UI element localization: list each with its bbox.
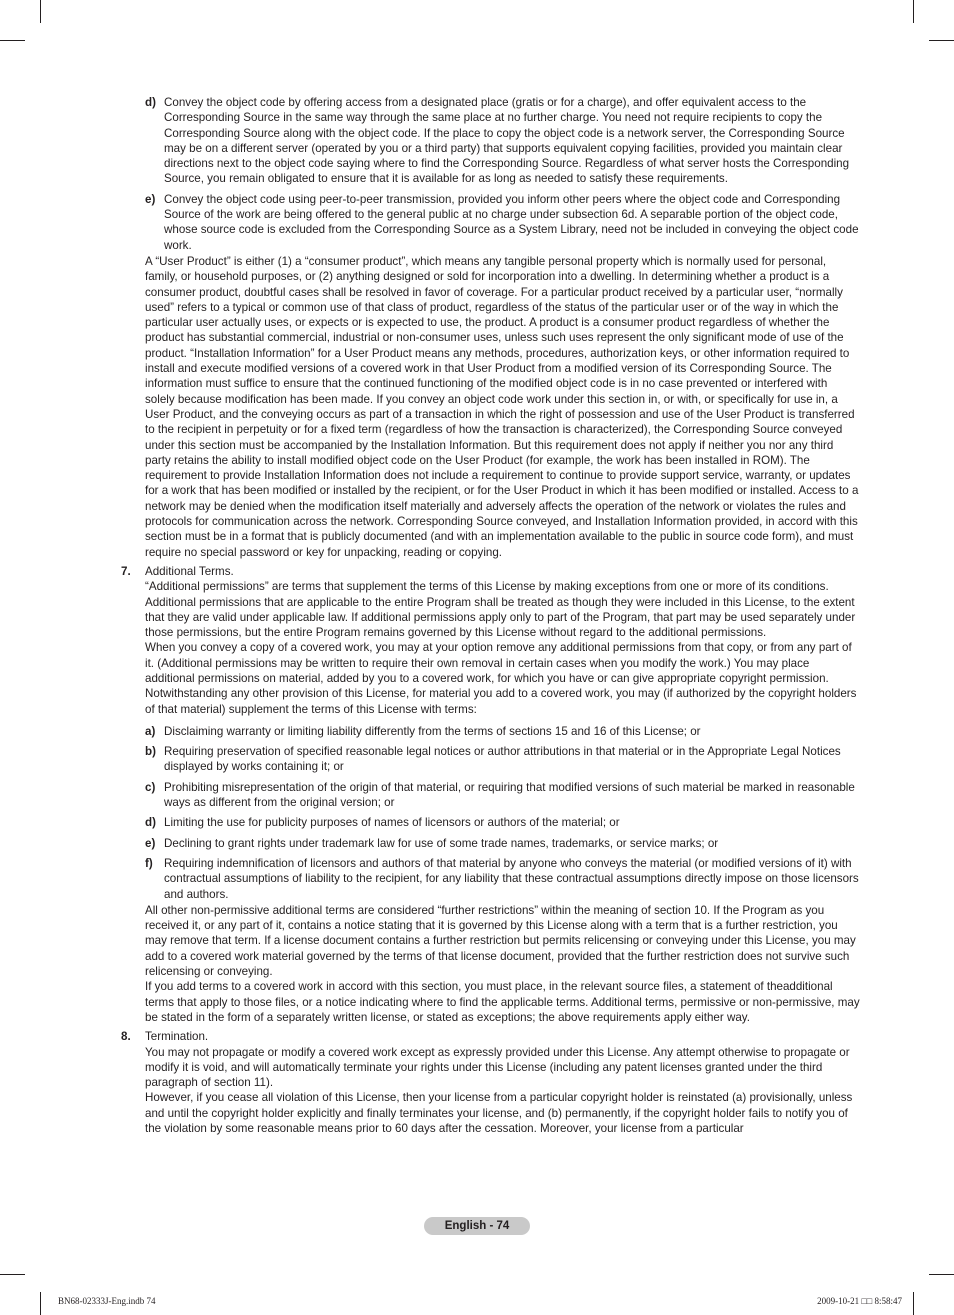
subitem-label: d) — [145, 96, 156, 109]
print-slug-timestamp: 2009-10-21 □□ 8:58:47 — [817, 1296, 902, 1306]
section-7 — [118, 564, 860, 717]
crop-mark-bottom-right — [913, 1292, 914, 1315]
section7-item-d — [118, 815, 860, 830]
item-text: Limiting the use for publicity purposes of names of licensors or authors of the material; or — [164, 816, 620, 830]
section-8 — [118, 1029, 860, 1136]
item-text: Disclaiming warranty or limiting liability differently from the terms of sections 15 and 16 of this License; or — [164, 724, 701, 738]
crop-mark-top-left — [40, 0, 41, 23]
section-title: Additional Terms. — [145, 564, 234, 578]
item-text: Requiring preservation of specified reasonable legal notices or author attributions in that material or in the Appropriate Legal Notices displayed by works containing it; or — [164, 745, 841, 774]
section-paragraph: When you convey a copy of a covered work, you may at your option remove any additional permissions from that copy, or from any part of it. (Additional permissions may be written to require their own removal in certain cases when you modify the work.) You may place additional permissions on material, added by you to a covered work, for which you have or can give appropriate copyright permission. Notwithstanding any other provision of this License, for material you add to a covered work, you may (if authorized by the copyright holders of that material) supplement the terms of this License with terms: — [145, 641, 857, 716]
intro-subitem-d — [118, 95, 860, 187]
section-paragraph: However, if you cease all violation of this License, then your license from a particular copyright holder is reinstated (a) provisionally, unless and until the copyright holder explicitly and finally terminates your license, and (b) permanently, if the copyright holder fails to notify you of the violation by some reasonable means prior to 60 days after the cessation. Moreover, your license from a particular — [145, 1091, 853, 1135]
crop-mark-bottom-right-h — [929, 1274, 954, 1275]
section7-paragraph-placing-terms: If you add terms to a covered work in accord with this section, you must place, in the relevant source files, a statement of theadditional terms that apply to those files, or a notice indicating where to find the applicable terms. Additional terms, permissive or non-permissive, may be stated in the form of a separately written license, or stated as exceptions; the above requirements apply either way. — [145, 980, 860, 1024]
intro-subitem-e — [118, 192, 860, 253]
item-label: a) — [145, 724, 156, 738]
item-text: Requiring indemnification of licensors and authors of that material by anyone who conveys the material (or modified versions of it) with contractual assumptions of liability to the recipient, for any liability that these contractual assumptions directly impose on those licensors and authors. — [164, 856, 859, 901]
item-label: c) — [145, 780, 156, 794]
section-title: Termination. — [145, 1030, 209, 1044]
crop-mark-bottom-left-h — [0, 1274, 25, 1275]
item-text: Prohibiting misrepresentation of the origin of that material, or requiring that modified versions of such material be marked in reasonable ways as different from the original version; or — [164, 780, 855, 810]
subitem-label: e) — [145, 192, 156, 206]
item-label: b) — [145, 745, 156, 759]
user-product-paragraph: A “User Product” is either (1) a “consumer product”, which means any tangible personal property which is normally used for personal, family, or household purposes, or (2) anything designed or sold for incorporation into a dwelling. In determining whether a product is a consumer product, doubtful cases shall be resolved in favor of coverage. For a particular product received by a particular user, “normally used” refers to a typical or common use of that class of product, regardless of the status of the particular user or of the way in which the particular user actually uses, or expects or is expected to use, the product. A product is a consumer product regardless of whether the product has substantial commercial, industrial or non-consumer uses, unless such uses represent the only significant mode of use of the product. “Installation Information” for a User Product means any methods, procedures, authorization keys, or other information required to install and execute modified versions of a covered work in that User Product from a modified version of its Corresponding Source. The information must suffice to ensure that the continued functioning of the modified object code is in no case prevented or interfered with solely because modification has been made. If you convey an object code work under this section in, or with, or specifically for use in, a User Product, and the conveying occurs as part of a transaction in which the right of possession and use of the User Product is transferred to the recipient in perpetuity or for a fixed term (regardless of how the transaction is characterized), the Corresponding Source conveyed under this section must be accompanied by the Installation Information. But this requirement does not apply if neither you nor any third party retains the ability to install modified object code on the User Product (for example, the work has been installed in ROM). The requirement to provide Installation Information does not include a requirement to continue to provide support service, warranty, or updates for a work that has been modified or installed by the recipient, or for the User Product in which it has been modified or installed. Access to a network may be denied when the modification itself materially and adversely affects the operation of the network or violates the rules and protocols for communication across the network. Corresponding Source conveyed, and Installation Information provided, in accord with this section must be in a format that is publicly documented (and with an implementation available to the public in source code form), and must require no special password or key for unpacking, reading or copying. — [145, 254, 859, 559]
section7-item-b — [118, 744, 860, 775]
section7-item-f — [118, 856, 860, 902]
subitem-text: Convey the object code using peer-to-peer transmission, provided you inform other peers where the object code and Corresponding Source of the work are being offered to the general public at no charge under subsection 6d. A separable portion of the object code, whose source code is excluded from the Corresponding Source as a System Library, need not be included in conveying the object code work. — [164, 192, 859, 252]
section7-item-e — [118, 836, 860, 851]
section-paragraph: “Additional permissions” are terms that supplement the terms of this License by making exceptions from one or more of its conditions. Additional permissions that are applicable to the entire Program shall be treated as though they were included in this License, to the extent that they are valid under applicable law. If additional permissions apply only to part of the Program, that part may be used separately under those permissions, but the entire Program remains governed by this License without regard to the additional permissions. — [145, 580, 856, 640]
crop-mark-top-right — [913, 0, 914, 23]
section-number: 7. — [121, 564, 131, 578]
section7-paragraph-further-restrictions: All other non-permissive additional terms are considered “further restrictions” within the meaning of section 10. If the Program as you received it, or any part of it, contains a notice stating that it is governed by this License along with a term that is a further restriction, you may remove that term. If a license document contains a further restriction but permits relicensing or conveying under this License, you may add to a covered work material governed by the terms of that license document, provided that the further restriction does not survive such relicensing or conveying. — [145, 903, 856, 979]
spacer — [118, 717, 860, 724]
crop-mark-bottom-left — [40, 1292, 41, 1315]
page-number-badge: English - 74 — [424, 1217, 530, 1235]
item-label: d) — [145, 816, 156, 830]
item-label: f) — [145, 856, 153, 870]
print-slug-filename: BN68-02333J-Eng.indb 74 — [58, 1296, 156, 1306]
item-text: Declining to grant rights under trademark law for use of some trade names, trademarks, or service marks; or — [164, 836, 719, 850]
section-paragraph: You may not propagate or modify a covered work except as expressly provided under this License. Any attempt otherwise to propagate or modify it is void, and will automatically terminate your rights under this License (including any patent licenses granted under the third paragraph of section 11). — [145, 1045, 850, 1090]
section7-item-a — [118, 724, 860, 739]
subitem-text: Convey the object code by offering access from a designated place (gratis or for a charge), and offer equivalent access to the Corresponding Source in the same way through the same place at no further charge. You need not require recipients to copy the Corresponding Source along with the object code. If the place to copy the object code is a network server, the Corresponding Source may be on a different server (operated by you or a third party) that supports equivalent copying facilities, provided you maintain clear directions next to the object code saying where to find the Corresponding Source. Regardless of what server hosts the Corresponding Source, you remain obligated to ensure that it is available for as long as needed to satisfy these requirements. — [164, 96, 850, 186]
section-number: 8. — [121, 1030, 131, 1044]
section7-item-c — [118, 780, 860, 811]
crop-mark-top-left-h — [0, 40, 25, 41]
item-label: e) — [145, 836, 156, 850]
license-text-body — [118, 95, 860, 1136]
crop-mark-top-right-h — [929, 40, 954, 41]
